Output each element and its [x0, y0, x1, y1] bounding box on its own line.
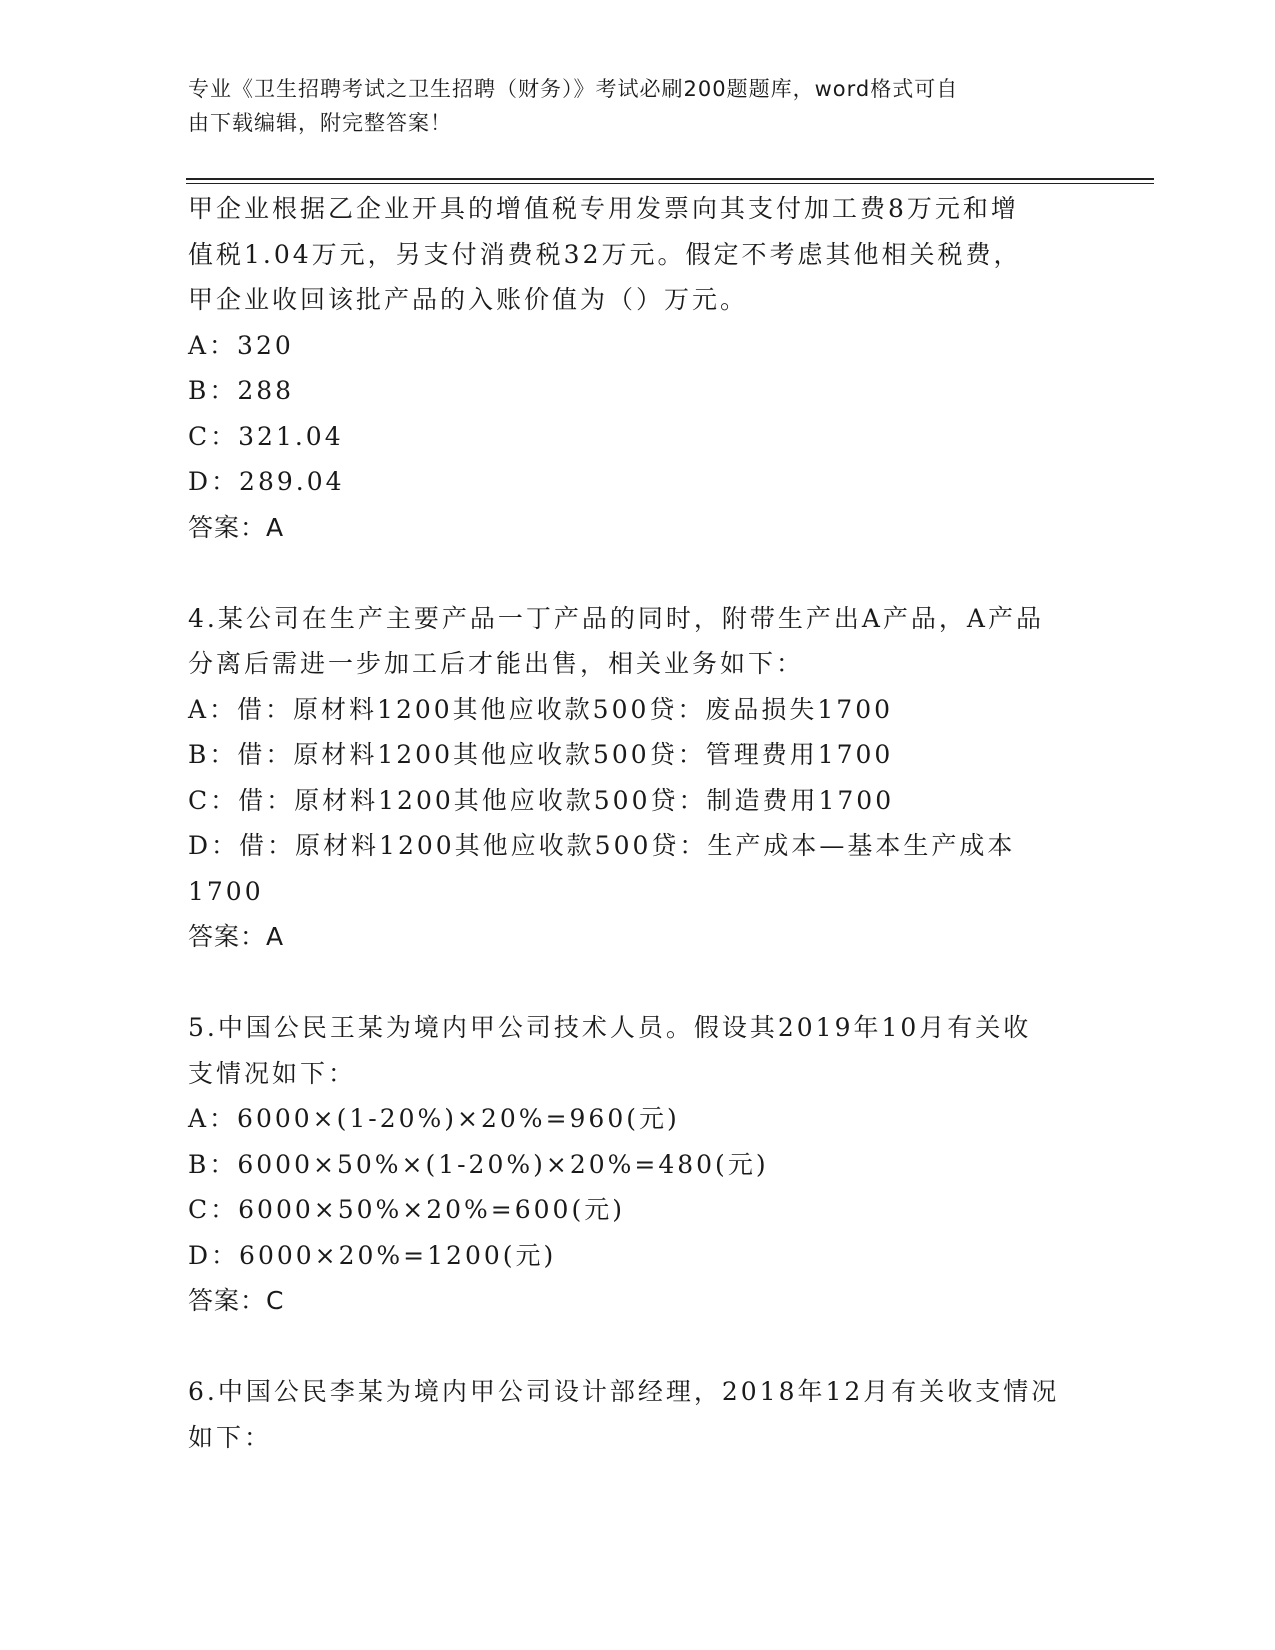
option-d: D：6000×20%=1200(元)	[188, 1240, 557, 1270]
header-line-2: 由下载编辑，附完整答案！	[188, 111, 452, 135]
answer: 答案：A	[188, 922, 285, 951]
answer: 答案：A	[188, 512, 285, 542]
question-list	[188, 186, 1088, 1460]
option-b: B：288	[188, 376, 295, 405]
option-d-continuation: 1700	[188, 876, 264, 906]
document-header	[188, 72, 1068, 140]
option-b: B：6000×50%×(1-20%)×20%=480(元)	[188, 1149, 769, 1179]
option-a: A：6000×(1-20%)×20%=960(元)	[188, 1104, 680, 1133]
question-stem-line: 甲企业根据乙企业开具的增值税专用发票向其支付加工费8万元和增	[188, 194, 1019, 223]
option-a: A：320	[188, 330, 294, 360]
question-3	[188, 186, 1088, 550]
question-stem-line: 分离后需进一步加工后才能出售，相关业务如下：	[188, 649, 805, 678]
option-b: B：借：原材料1200其他应收款500贷：管理费用1700	[188, 740, 894, 769]
option-c: C：6000×50%×20%=600(元)	[188, 1195, 625, 1224]
header-divider-thin	[186, 183, 1154, 184]
option-d: D：289.04	[188, 467, 345, 496]
option-a: A：借：原材料1200其他应收款500贷：废品损失1700	[188, 694, 894, 724]
header-line-1: 专业《卫生招聘考试之卫生招聘（财务）》考试必刷200题题库，word格式可自	[188, 77, 959, 101]
question-stem-line: 支情况如下：	[188, 1058, 357, 1088]
option-c: C：321.04	[188, 421, 344, 451]
question-4	[188, 596, 1088, 960]
spacer	[188, 960, 1088, 1006]
question-stem-line: 值税1.04万元，另支付消费税32万元。假定不考虑其他相关税费，	[188, 239, 1022, 269]
answer: 答案：C	[188, 1286, 285, 1315]
question-stem-line: 4.某公司在生产主要产品一丁产品的同时，附带生产出A产品，A产品	[188, 603, 1044, 633]
question-stem-line: 如下：	[188, 1422, 273, 1452]
question-5	[188, 1005, 1088, 1324]
option-d: D：借：原材料1200其他应收款500贷：生产成本—基本生产成本	[188, 831, 1016, 860]
spacer	[188, 550, 1088, 596]
question-stem-line: 甲企业收回该批产品的入账价值为（）万元。	[188, 285, 749, 314]
spacer	[188, 1324, 1088, 1370]
header-divider-thick	[186, 178, 1154, 180]
question-6	[188, 1369, 1088, 1460]
question-stem-line: 5.中国公民王某为境内甲公司技术人员。假设其2019年10月有关收	[188, 1013, 1032, 1042]
option-c: C：借：原材料1200其他应收款500贷：制造费用1700	[188, 785, 895, 815]
question-stem-line: 6.中国公民李某为境内甲公司设计部经理，2018年12月有关收支情况	[188, 1377, 1060, 1406]
